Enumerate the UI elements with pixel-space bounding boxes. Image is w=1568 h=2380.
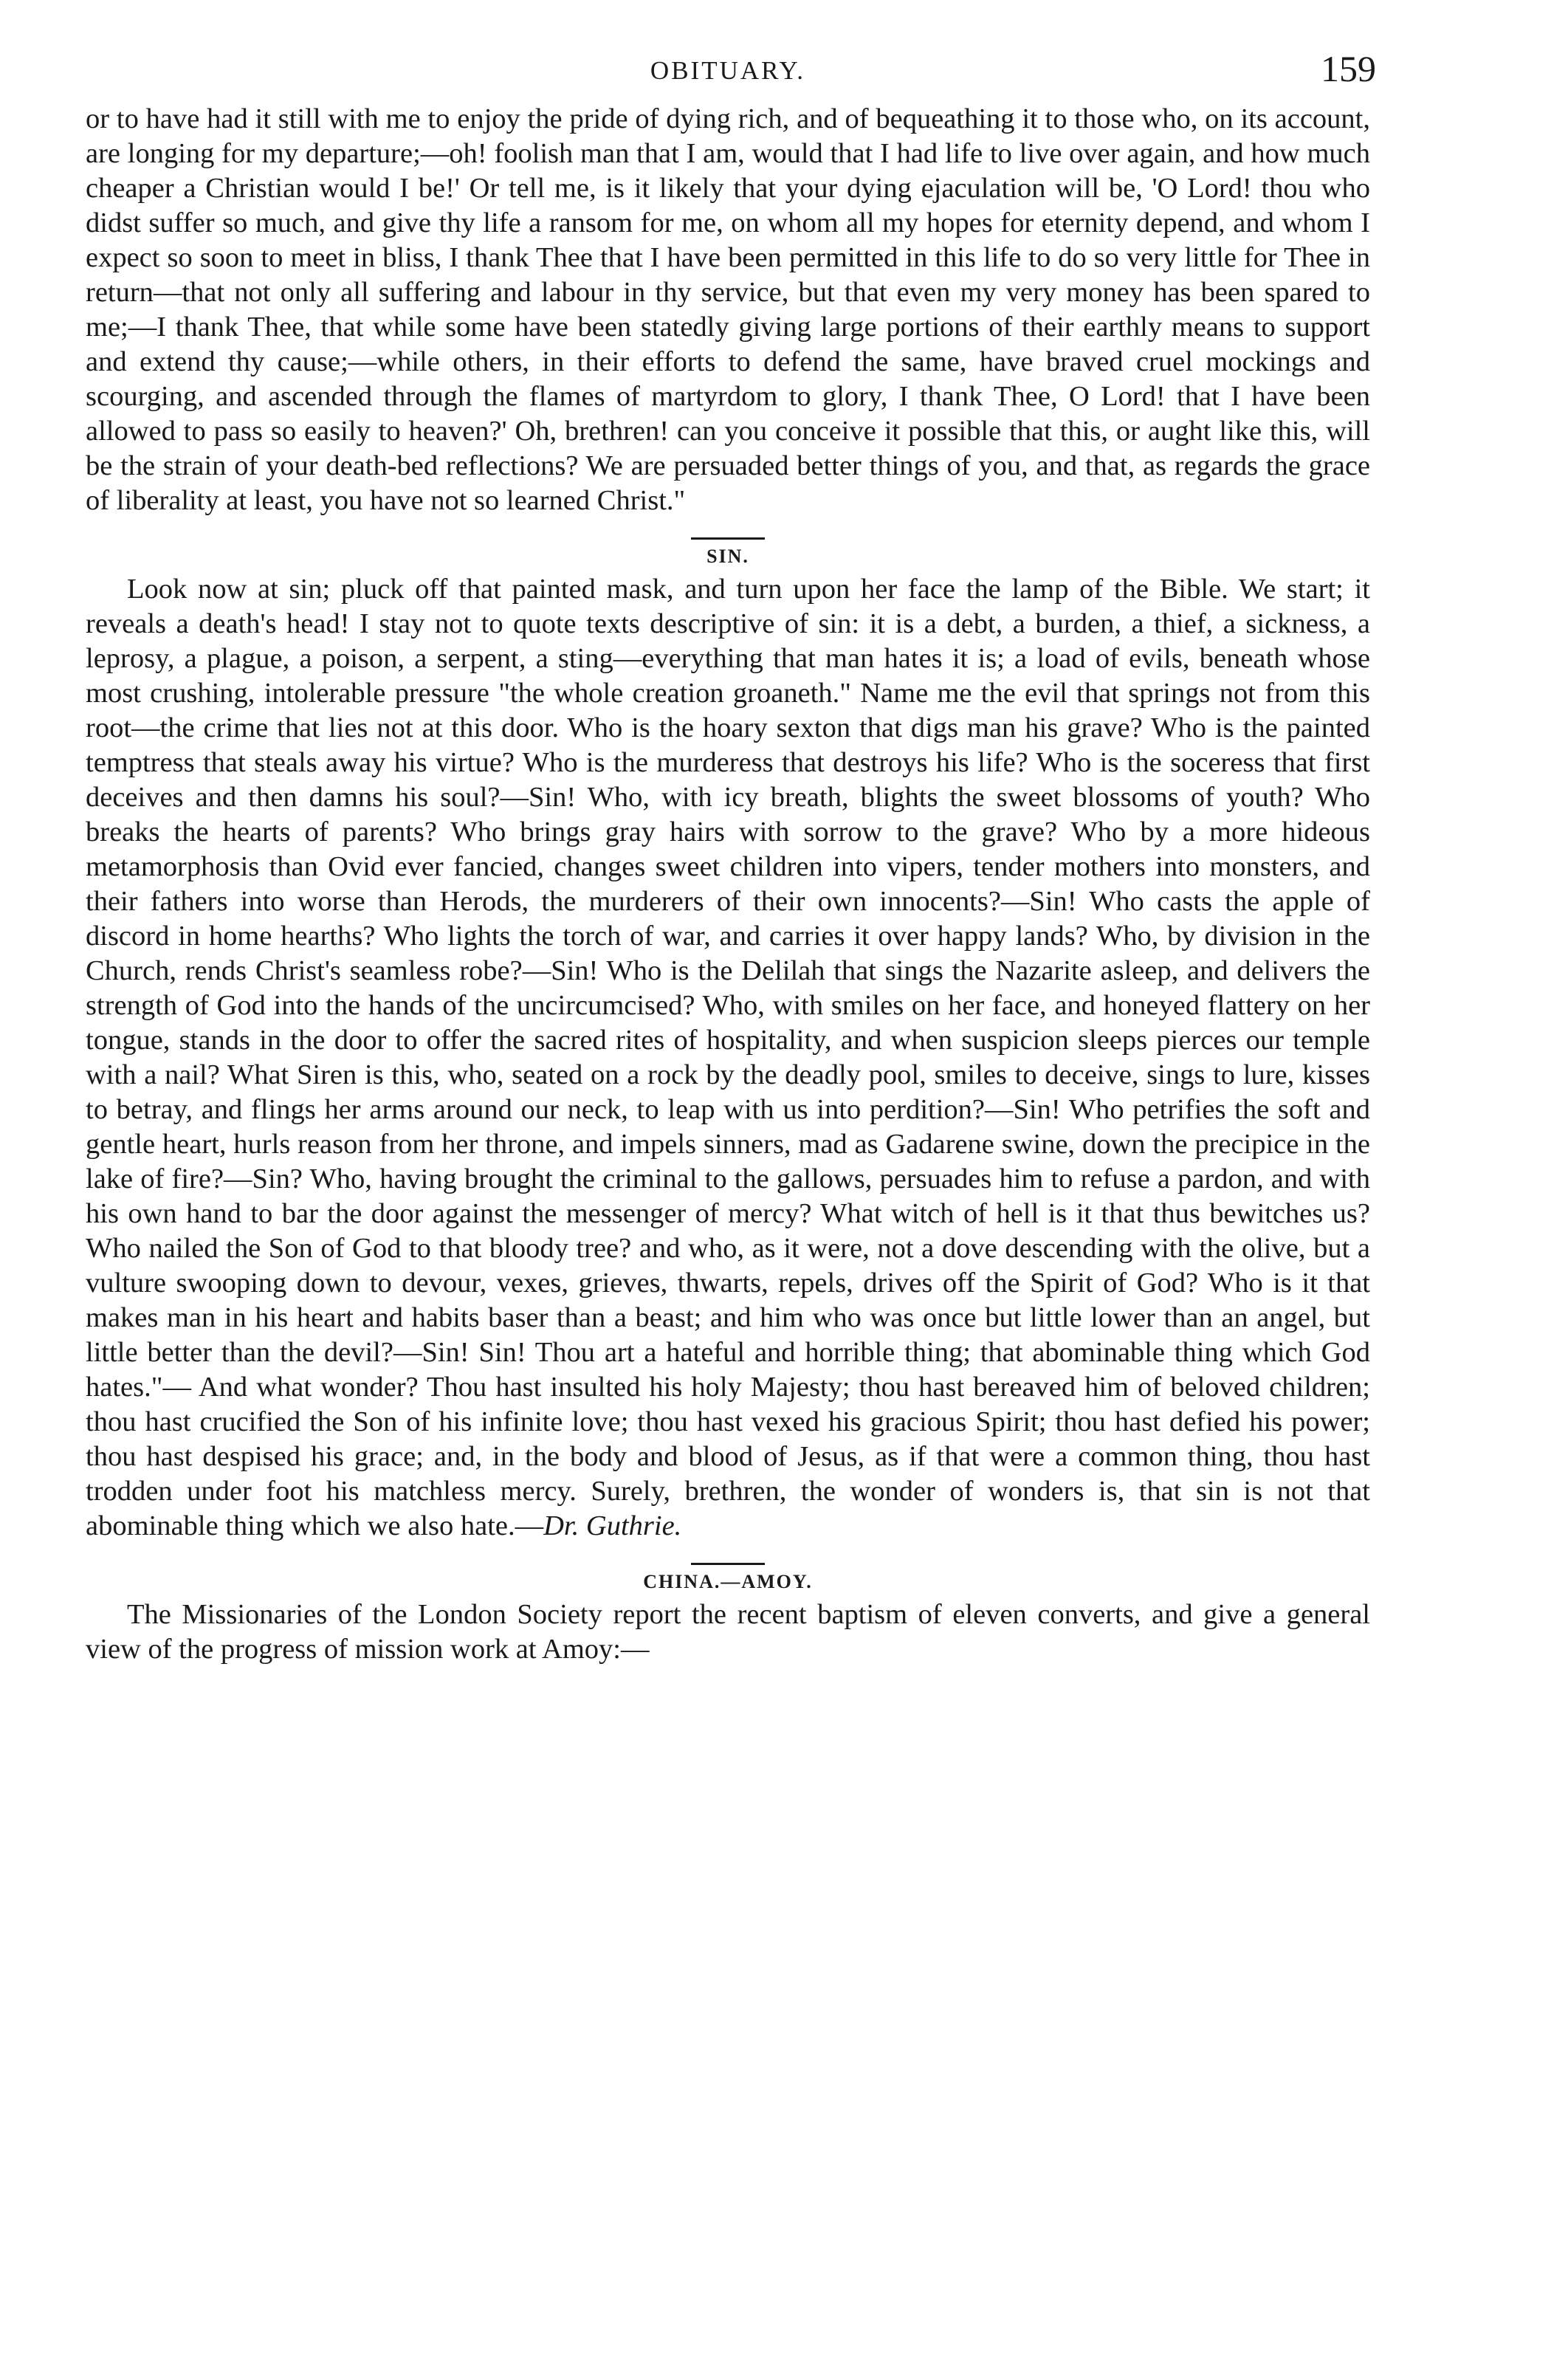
china-heading: CHINA.—AMOY.: [643, 1571, 813, 1592]
section-divider: [691, 1563, 765, 1565]
sin-paragraph: [86, 572, 1370, 1544]
section-divider: [691, 537, 765, 540]
continuation-paragraph: or to have had it still with me to enjoy the pride of dying rich, and of bequeathing it to those who, on its account, are longing for my departure;—oh! foolish man that I am, would that I had life to live over again, and how much cheaper a Christian would I be!' Or tell me, is it likely that your dying ejaculation will be, 'O Lord! thou who didst suffer so much, and give thy life a ransom for me, on whom all my hopes for eternity depend, and whom I expect so soon to meet in bliss, I thank Thee that I have been permitted in this life to do so very little for Thee in return—that not only all suffering and labour in thy service, but that even my very money has been spared to me;—I thank Thee, that while some have been statedly giving large portions of their earthly means to support and extend thy cause;—while others, in their efforts to defend the same, have braved cruel mockings and scourging, and ascended through the flames of martyrdom to glory, I thank Thee, O Lord! that I have been allowed to pass so easily to heaven?' Oh, brethren! can you conceive it possible that this, or aught like this, will be the strain of your death-bed reflections? We are persuaded better things of you, and that, as regards the grace of liberality at least, you have not so learned Christ.": [86, 103, 1370, 516]
book-page: [86, 41, 1376, 1667]
sin-body-text: Look now at sin; pluck off that painted mask, and turn upon her face the lamp of the Bible. We start; it reveals a death's head! I stay not to quote texts descriptive of sin: it is a debt, a burden, a thief, a sickness, a leprosy, a plague, a poison, a serpent, a sting—everything that man hates it is; a load of evils, beneath whose most crushing, intolerable pressure "the whole creation groaneth." Name me the evil that springs not from this root—the crime that lies not at this door. Who is the hoary sexton that digs man his grave? Who is the painted temptress that steals away his virtue? Who is the murderess that destroys his life? Who is the soceress that first deceives and then damns his soul?—Sin! Who, with icy breath, blights the sweet blossoms of youth? Who breaks the hearts of parents? Who brings gray hairs with sorrow to the grave? Who by a more hideous metamorphosis than Ovid ever fancied, changes sweet children into vipers, tender mothers into monsters, and their fathers into worse than Herods, the murderers of their own innocents?—Sin! Who casts the apple of discord in home hearths? Who lights the torch of war, and carries it over happy lands? Who, by division in the Church, rends Christ's seamless robe?—Sin! Who is the Delilah that sings the Nazarite asleep, and delivers the strength of God into the hands of the uncircumcised? Who, with smiles on her face, and honeyed flattery on her tongue, stands in the door to offer the sacred rites of hospitality, and when suspicion sleeps pierces our temple with a nail? What Siren is this, who, seated on a rock by the deadly pool, smiles to deceive, sings to lure, kisses to betray, and flings her arms around our neck, to leap with us into perdition?—Sin! Who petrifies the soft and gentle heart, hurls reason from her throne, and impels sinners, mad as Gadarene swine, down the precipice in the lake of fire?—Sin? Who, having brought the criminal to the gallows, persuades him to refuse a pardon, and with his own hand to bar the door against the messenger of mercy? What witch of hell is it that thus bewitches us? Who nailed the Son of God to that bloody tree? and who, as it were, not a dove descending with the olive, but a vulture swooping down to devour, vexes, grieves, thwarts, repels, drives off the Spirit of God? Who is it that makes man in his heart and habits baser than a beast; and him who was once but little lower than an angel, but little better than the devil?—Sin! Sin! Thou art a hateful and horrible thing; that abominable thing which God hates."— And what wonder? Thou hast insulted his holy Majesty; thou hast bereaved him of beloved children; thou hast crucified the Son of his infinite love; thou hast vexed his gracious Spirit; thou hast defied his power; thou hast despised his grace; and, in the body and blood of Jesus, as if that were a common thing, thou hast trodden under foot his matchless mercy. Surely, brethren, the wonder of wonders is, that sin is not that abominable thing which we also hate.—: [86, 574, 1370, 1541]
sin-attribution: Dr. Guthrie.: [543, 1510, 682, 1541]
page-number: 159: [1321, 48, 1376, 89]
running-title: OBITUARY.: [650, 56, 806, 85]
sin-heading: SIN.: [706, 546, 749, 567]
china-paragraph: The Missionaries of the London Society report the recent baptism of eleven converts, and give a general view of the progress of mission work at Amoy:—: [86, 1599, 1370, 1665]
running-head: [86, 41, 1376, 100]
